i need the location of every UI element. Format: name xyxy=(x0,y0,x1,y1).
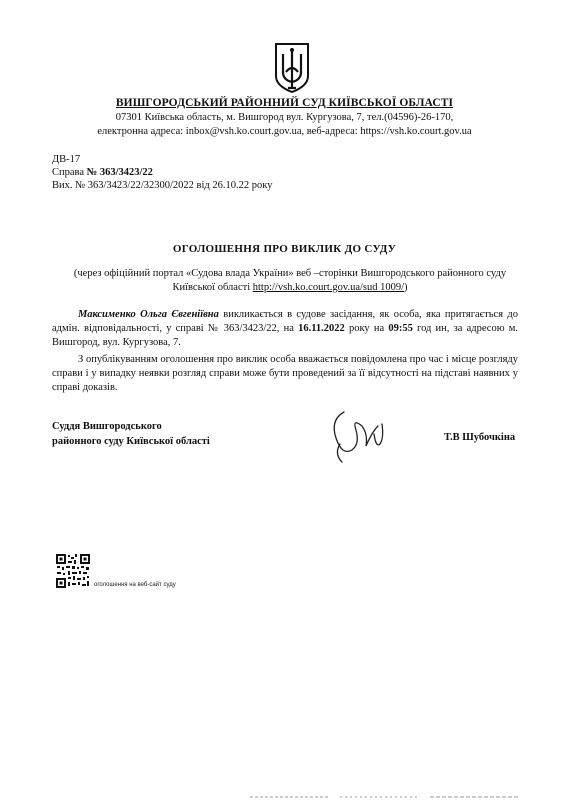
court-name: ВИШГОРОДСЬКИЙ РАЙОННИЙ СУД КИЇВСЬКОЇ ОБЛАСТІ xyxy=(115,97,454,109)
outgoing-number: Вих. № 363/3423/22/32300/2022 від 26.10.22 року xyxy=(52,180,273,191)
summons-paragraph xyxy=(52,308,518,350)
notice-title: ОГОЛОШЕННЯ ПРО ВИКЛИК ДО СУДУ xyxy=(172,243,397,255)
subtitle-end: ) xyxy=(404,282,408,293)
subtitle-text: (через офіційний портал «Судова влада України» веб –сторінки Вишгородського районного суду Київської області xyxy=(73,268,507,293)
notice-consequences-paragraph: З опублікуванням оголошення про виклик особа вважається повідомлена про час і місце розгляду справи і у випадку неявки розгляд справи може бути проведений за її відсутності на підставі наявних у справі доказів. xyxy=(52,354,518,393)
doc-code: ДВ-17 xyxy=(52,154,81,165)
judge-name: Т.В Шубочкіна xyxy=(444,432,516,443)
p1-part-a: викликається в судове засідання, як особа, яка притягається до адмін. відповідальності, у справі № 363/3423/22, на xyxy=(52,309,518,334)
p1-part-b: року на xyxy=(344,323,389,334)
court-address xyxy=(0,111,569,139)
court-contacts-line: електронна адреса: inbox@vsh.ko.court.gov.ua, веб-адреса: https://vsh.ko.court.gov.ua xyxy=(97,126,472,137)
court-address-line: 07301 Київська область, м. Вишгород вул. Кургузова, 7, тел.(04596)-26-170, xyxy=(115,112,454,123)
hearing-time: 09:55 xyxy=(388,323,413,334)
judge-title-line1: Суддя Вишгородського xyxy=(52,421,162,432)
case-line xyxy=(52,166,272,179)
judge-title-line2: районного суду Київської області xyxy=(52,436,210,447)
handwritten-signature xyxy=(322,404,392,468)
person-name: Максименко Ольга Євгеніївна xyxy=(78,309,219,320)
notice-subtitle xyxy=(70,267,510,295)
judge-title xyxy=(52,419,210,449)
case-prefix: Справа xyxy=(52,167,87,178)
hearing-date: 16.11.2022 xyxy=(298,323,345,334)
scan-edge-marks xyxy=(0,790,569,800)
document-meta xyxy=(52,153,272,192)
court-portal-link[interactable]: http://vsh.ko.court.gov.ua/sud 1009/ xyxy=(252,282,405,293)
p1-part-c: год ин, за адресою м. Вишгород, вул. Кургузова, 7. xyxy=(52,323,519,348)
case-number: № 363/3423/22 xyxy=(86,167,153,178)
qr-caption: оголошення на веб-сайт суду xyxy=(94,582,176,588)
coat-of-arms-icon xyxy=(274,42,310,94)
qr-code-icon[interactable] xyxy=(55,553,91,589)
